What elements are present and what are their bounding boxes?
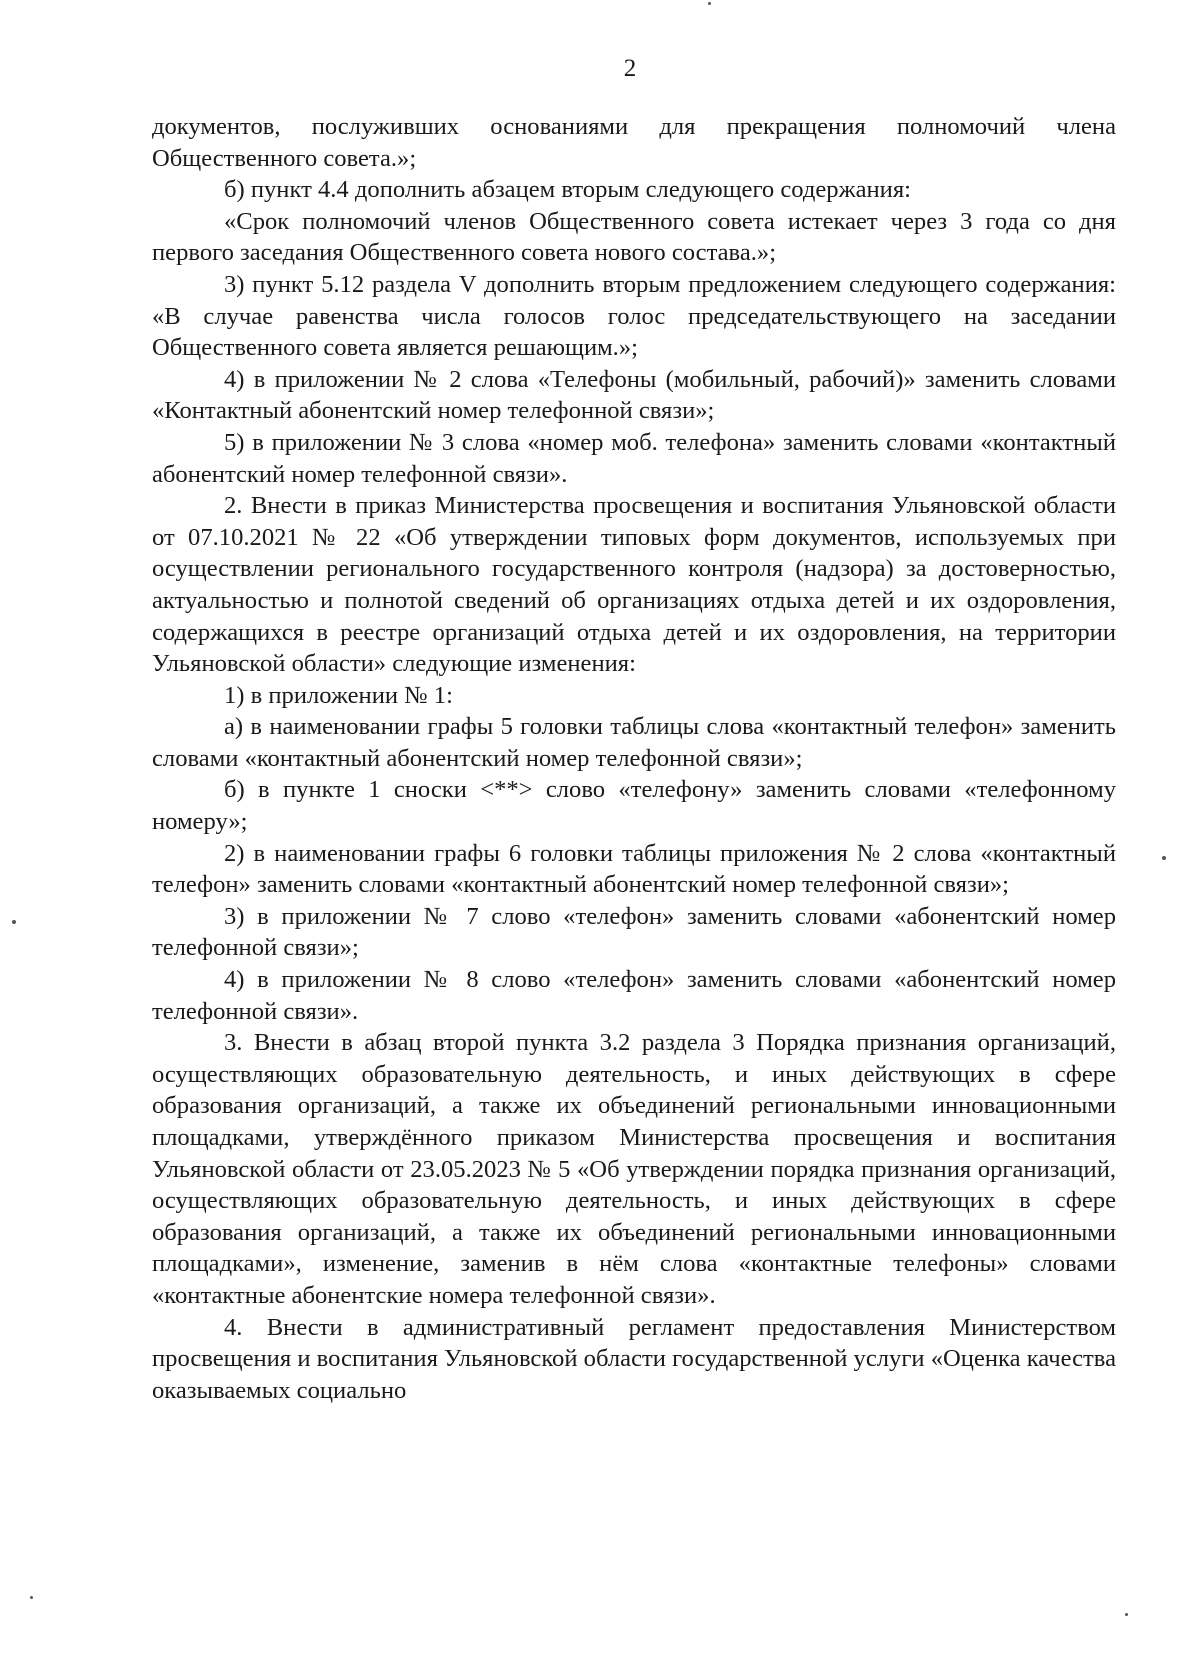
- paragraph: 3) в приложении № 7 слово «телефон» заменить словами «абонентский номер телефонной связи»;: [152, 902, 1116, 962]
- paragraph: документов, послуживших основаниями для прекращения полномочий члена Общественного совета.»;: [152, 113, 1116, 172]
- page-number: 2: [623, 55, 637, 82]
- paragraph: 5) в приложении № 3 слова «номер моб. телефона» заменить словами «контактный абонентский номер телефонной связи».: [152, 428, 1116, 488]
- paragraph: б) в пункте 1 сноски <**> слово «телефону» заменить словами «телефонному номеру»;: [152, 776, 1116, 836]
- paragraph: 2) в наименовании графы 6 головки таблицы приложения № 2 слова «контактный телефон» заменить словами «контактный абонентский номер телефонной связи»;: [152, 839, 1116, 899]
- paragraph: а) в наименовании графы 5 головки таблицы слова «контактный телефон» заменить словами «контактный абонентский номер телефонной связи»;: [152, 713, 1116, 772]
- scan-speck: [12, 920, 16, 924]
- scan-speck: [1162, 856, 1166, 860]
- document-body: [152, 111, 1116, 1406]
- paragraph: 3) пункт 5.12 раздела V дополнить вторым предложением следующего содержания: «В случае равенства числа голосов голос председательствующего на заседании Общественного совета является решающим.»;: [152, 270, 1116, 362]
- scan-speck: [30, 1596, 33, 1599]
- paragraph: «Срок полномочий членов Общественного совета истекает через 3 года со дня первого заседания Общественного совета нового состава.»;: [152, 207, 1116, 267]
- paragraph: 1) в приложении № 1:: [224, 681, 453, 709]
- paragraph: 4) в приложении № 2 слова «Телефоны (мобильный, рабочий)» заменить словами «Контактный абонентский номер телефонной связи»;: [152, 365, 1116, 425]
- paragraph: 4) в приложении № 8 слово «телефон» заменить словами «абонентский номер телефонной связи».: [152, 966, 1116, 1025]
- scan-speck: [1125, 1613, 1128, 1616]
- scan-speck: [708, 2, 711, 5]
- paragraph: 4. Внести в административный регламент предоставления Министерством просвещения и воспитания Ульяновской области государственной услуги «Оценка качества оказываемых социально: [152, 1313, 1116, 1404]
- paragraph: б) пункт 4.4 дополнить абзацем вторым следующего содержания:: [224, 176, 911, 204]
- paragraph: 2. Внести в приказ Министерства просвещения и воспитания Ульяновской области от 07.10.2021 № 22 «Об утверждении типовых форм документов, используемых при осуществлении регионального государственного контроля (надзора) за достоверностью, актуальностью и полнотой сведений об организациях отдыха детей и их оздоровления, содержащихся в реестре организаций отдыха детей и их оздоровления, на территории Ульяновской области» следующие изменения:: [152, 492, 1116, 678]
- paragraph: 3. Внести в абзац второй пункта 3.2 раздела 3 Порядка признания организаций, осуществляющих образовательную деятельность, и иных действующих в сфере образования организаций, а также их объединений региональными инновационными площадками, утверждённого приказом Министерства просвещения и воспитания Ульяновской области от 23.05.2023 № 5 «Об утверждении порядка признания организаций, осуществляющих образовательную деятельность, и иных действующих в сфере образования организаций, а также их объединений региональными инновационными площадками», изменение, заменив в нём слова «контактные телефоны» словами «контактные абонентские номера телефонной связи».: [152, 1029, 1116, 1309]
